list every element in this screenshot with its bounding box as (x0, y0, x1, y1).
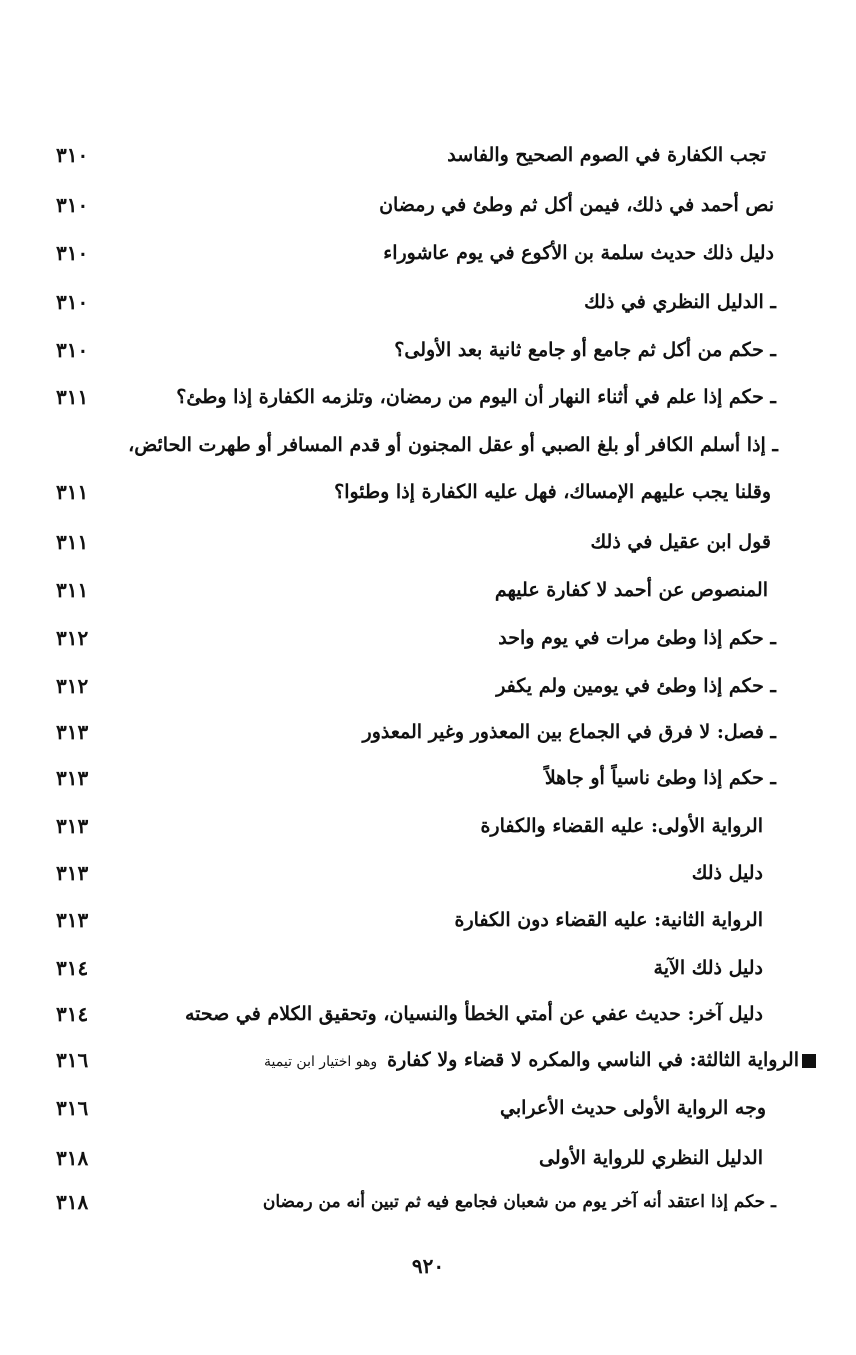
toc-row (0, 135, 856, 175)
toc-entry: دليل ذلك حديث سلمة بن الأكوع في يوم عاشوراء (383, 242, 774, 264)
page-number: ٣١٠ (56, 241, 89, 265)
page-number: ٣١٤ (56, 1002, 89, 1026)
page-number: ٣١٦ (56, 1096, 89, 1120)
toc-entry: ـ حكم من أكل ثم جامع أو جامع ثانية بعد الأولى؟ (394, 339, 776, 361)
toc-row (0, 948, 856, 988)
page-number: ٣١٢ (56, 674, 89, 698)
page-number: ٣١١ (56, 530, 89, 554)
toc-row (0, 806, 856, 846)
page-number: ٣١٢ (56, 626, 89, 650)
page-number: ٣١٣ (56, 814, 89, 838)
page-number: ٣١٨ (56, 1146, 89, 1170)
toc-row (0, 1182, 856, 1222)
toc-row (0, 666, 856, 706)
page-number: ٣١٠ (56, 193, 89, 217)
page-number: ٣١٦ (56, 1048, 89, 1072)
toc-entry: ـ فصل: لا فرق في الجماع بين المعذور وغير المعذور (362, 721, 776, 743)
toc-entry: ـ حكم إذا وطئ مرات في يوم واحد (498, 627, 776, 649)
page-number: ٣١٣ (56, 720, 89, 744)
toc-row (0, 425, 856, 465)
toc-row (0, 1088, 856, 1128)
page-number: ٣١٠ (56, 290, 89, 314)
toc-entry: الرواية الثانية: عليه القضاء دون الكفارة (454, 909, 763, 931)
toc-row (0, 900, 856, 940)
toc-entry: ـ حكم إذا علم في أثناء النهار أن اليوم من رمضان، وتلزمه الكفارة إذا وطئ؟ (176, 386, 776, 408)
handwritten-note: وهو اختيار ابن تيمية (264, 1054, 378, 1070)
toc-entry: الرواية الأولى: عليه القضاء والكفارة (480, 815, 763, 837)
page-folio: ٩٢٠ (411, 1254, 445, 1278)
toc-entry: ـ حكم إذا وطئ في يومين ولم يكفر (496, 675, 776, 697)
toc-entry: دليل آخر: حديث عفي عن أمتي الخطأ والنسيان، وتحقيق الكلام في صحته (185, 1003, 763, 1025)
toc-row (0, 570, 856, 610)
toc-row (0, 282, 856, 322)
toc-row (0, 522, 856, 562)
toc-row (0, 185, 856, 225)
toc-row (0, 233, 856, 273)
toc-entry: الدليل النظري للرواية الأولى (539, 1147, 763, 1169)
toc-entry: قول ابن عقيل في ذلك (590, 531, 771, 553)
toc-entry: المنصوص عن أحمد لا كفارة عليهم (494, 579, 768, 601)
toc-row (0, 377, 856, 417)
page-number: ٣١٤ (56, 956, 89, 980)
toc-row (0, 1040, 856, 1080)
toc-entry: ـ حكم إذا وطئ ناسياً أو جاهلاً (544, 767, 776, 789)
toc-entry: دليل ذلك الآية (653, 957, 763, 979)
toc-entry (264, 1040, 816, 1082)
toc-row (0, 853, 856, 893)
page-number: ٣١٣ (56, 861, 89, 885)
page-number: ٣١٣ (56, 908, 89, 932)
toc-row (0, 1138, 856, 1178)
toc-entry: تجب الكفارة في الصوم الصحيح والفاسد (447, 144, 766, 166)
toc-entry: وجه الرواية الأولى حديث الأعرابي (500, 1097, 766, 1119)
page-number: ٣١١ (56, 480, 89, 504)
toc-entry: وقلنا يجب عليهم الإمساك، فهل عليه الكفارة إذا وطئوا؟ (334, 481, 771, 503)
toc-entry: دليل ذلك (691, 862, 763, 884)
toc-row (0, 618, 856, 658)
page-number: ٣١١ (56, 578, 89, 602)
page-number: ٣١٨ (56, 1190, 89, 1214)
toc-row (0, 758, 856, 798)
toc-entry: ـ الدليل النظري في ذلك (584, 291, 776, 313)
page-number: ٣١١ (56, 385, 89, 409)
toc-row (0, 330, 856, 370)
page-number: ٣١٠ (56, 338, 89, 362)
toc-row (0, 472, 856, 512)
toc-entry: ـ إذا أسلم الكافر أو بلغ الصبي أو عقل المجنون أو قدم المسافر أو طهرت الحائض، (128, 434, 778, 456)
page-number: ٣١٠ (56, 143, 89, 167)
toc-row (0, 994, 856, 1034)
toc-row (0, 712, 856, 752)
toc-entry: ـ حكم إذا اعتقد أنه آخر يوم من شعبان فجامع فيه ثم تبين أنه من رمضان (262, 1192, 776, 1212)
toc-entry-text: الرواية الثالثة: في الناسي والمكره لا قضاء ولا كفارة (387, 1049, 799, 1071)
toc-entry: نص أحمد في ذلك، فيمن أكل ثم وطئ في رمضان (379, 194, 774, 216)
bullet-square-icon (802, 1054, 816, 1068)
page-number: ٣١٣ (56, 766, 89, 790)
